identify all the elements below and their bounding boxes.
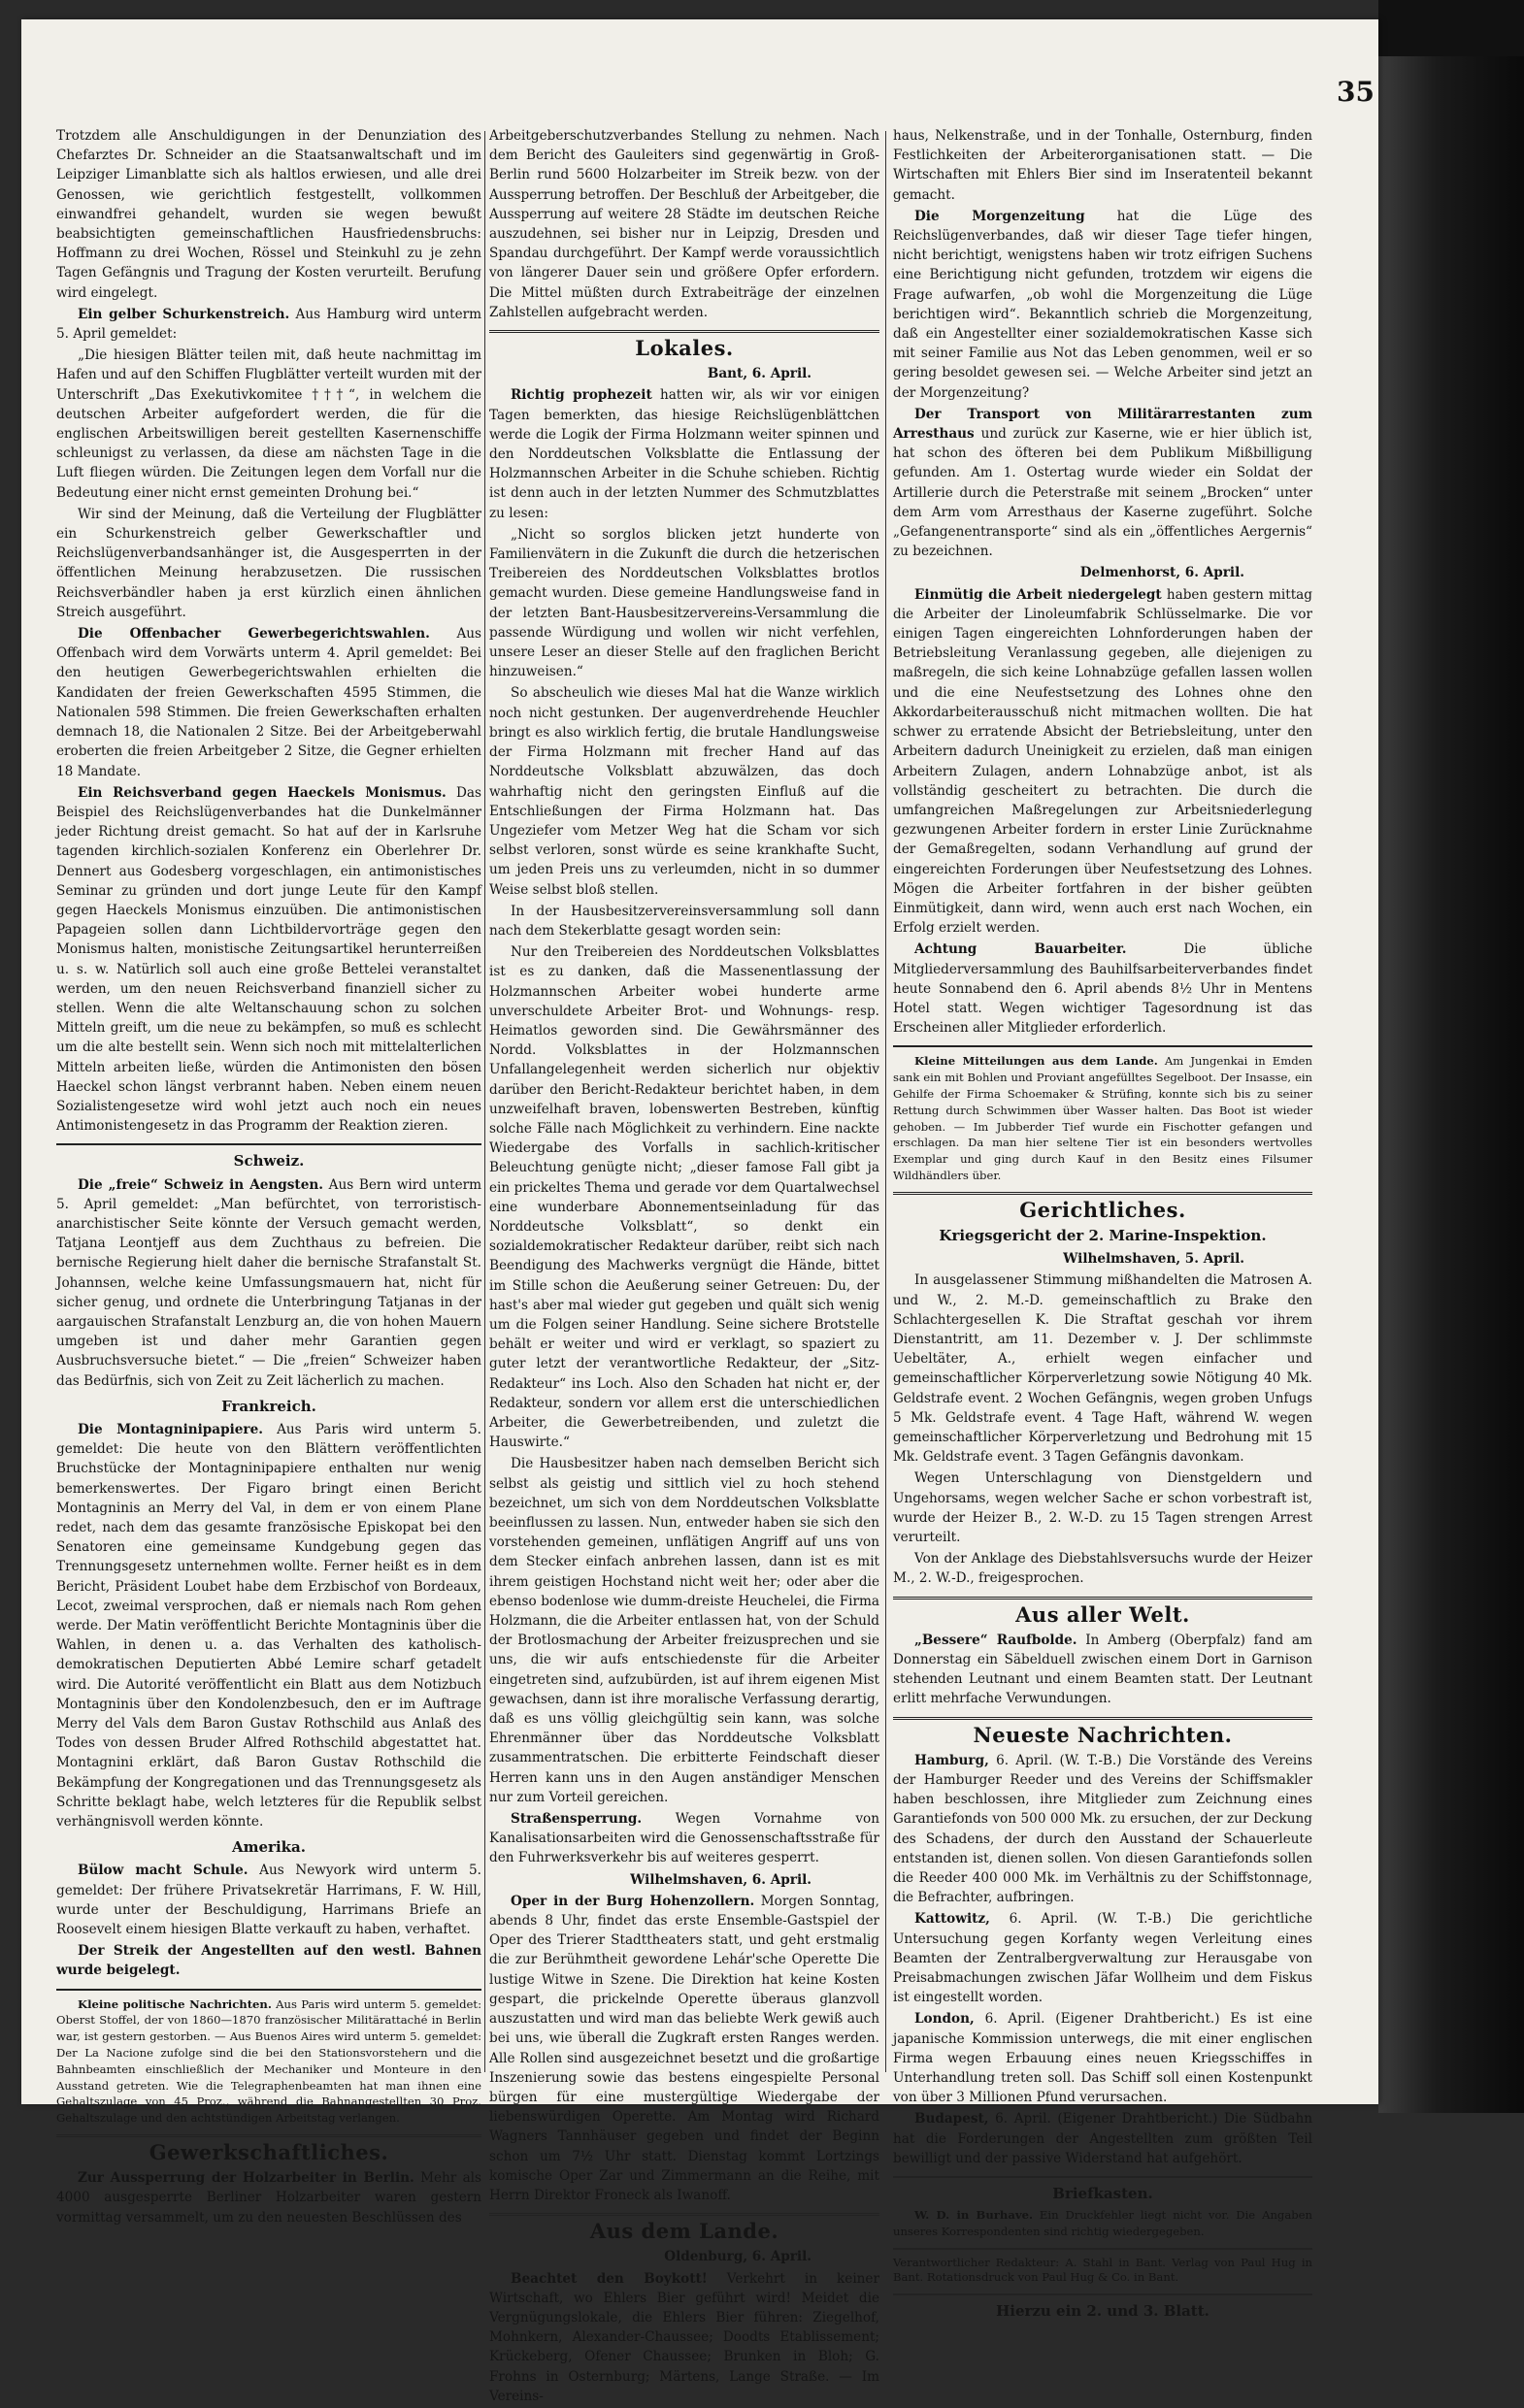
article-text: haus, Nelkenstraße, und in der Tonhalle, Osternburg, finden Festlichkeiten der Arbeiterorganisationen statt. — Die Wirtschaften mit Ehlers Bier sind im Inseratenteil bekannt gemacht. <box>893 128 1312 203</box>
article-heading: W. D. in Burhave. <box>914 2208 1033 2223</box>
article-heading: Budapest, <box>914 2111 989 2128</box>
article-text: Mehr als 4000 ausgesperrte Berliner Holzarbeiter waren gestern vormittag versammelt, um zu den neuesten Beschlüssen des <box>56 2170 481 2226</box>
article-text: Aus Paris wird unterm 5. gemeldet: Die heute von den Blättern veröffentlichten Bruchstücke der Montagninipapiere enthalten nur wenig bemerkenswertes. Der Figaro bringt einen Bericht Montagninis an Merry del Val, in dem er von einem Plane redet, nach dem das gesamte französische Episkopat bei den Senatoren eine gemeinsame Kundgebung gegen das Trennungsgesetz unternehmen wollte. Ferner heißt es in dem Bericht, Präsident Loubet habe dem Erzbischof von Bordeaux, Lecot, zweimal versprochen, daß er niemals nach Rom gehen werde. Der Matin veröffentlicht Berichte Montagninis über die Wahlen, in denen u. a. das Verhalten des katholisch-demokratischen Deputierten Abbé Lemire scharf getadelt wird. Die Autorité veröffentlicht ein Blatt aus dem Notizbuch Montagninis über den Kondolenzbesuch, den er im Auftrage Merry del Vals dem Baron Gustav Rothschild aus Anlaß des Todes von dessen Bruder Alfred Rothschild abgestattet hat. Montagnini erklärt, daß Baron Gustav Rothschild die Bekämpfung der Kongregationen und das Trennungsgesetz als Schritte beklagt habe, welch letzteres für die Republik selbst verhängnisvoll werden könnte. <box>56 1422 481 1831</box>
column-rule <box>484 131 485 2072</box>
divider <box>56 1143 481 1145</box>
article-text: Arbeitgeberschutzverbandes Stellung zu nehmen. Nach dem Bericht des Gauleiters sind gegenwärtig in Groß-Berlin rund 5600 Holzarbeiter im Streik bezw. von der Aussperrung betroffen. Der Beschluß der Arbeitgeber, die Aussperrung auf weitere 28 Städte im deutschen Reiche auszudehnen, sei bisher nur in Leipzig, Dresden und Spandau durchgeführt. Der Kampf werde voraussichtlich von längerer Dauer sein und größere Opfer erfordern. Die Mittel müßten durch Extrabeiträge der einzelnen Zahlstellen aufgebracht werden. <box>489 128 879 320</box>
article-text: Aus Hamburg wird unterm 5. April gemeldet: <box>56 306 482 343</box>
column-2 <box>489 126 879 2408</box>
section-heading-gerichtliches: Gerichtliches. <box>1019 1197 1186 1222</box>
article-heading: Die Montagninipapiere. <box>78 1422 263 1437</box>
article-text: Aus Paris wird unterm 5. gemeldet: Oberst Stoffel, der von 1860—1870 französischer Militärattaché in Berlin war, ist gestern gestorben. — Aus Buenos Aires wird unterm 5. gemeldet: Der La Nacione zufolge sind die bei den Stationsvorstehern und die Bahnbeamten einschließlich der Mechaniker und Monteure in den Ausstand getreten. Wie die Telegraphenbeamten hat man ihnen eine Gehaltszulage von 45 Proz., während die Bahnangestellten 30 Proz. Gehaltszulage und den achtstündigen Arbeitstag verlangen. <box>56 1996 481 2126</box>
dateline: Bant, 6. April. <box>707 366 812 382</box>
article-heading: Kleine Mitteilungen aus dem Lande. <box>914 1054 1158 1069</box>
supplement-note: Hierzu ein 2. und 3. Blatt. <box>996 2302 1209 2321</box>
article-heading: Kattowitz, <box>914 1911 990 1928</box>
article-text: 6. April. (Eigener Drahtbericht.) Es ist eine japanische Kommission unterwegs, die mit einer englischen Firma wegen Erbauung eines neuen Kriegsschiffes in Unterhandlung treten soll. Das Schiff soll einen Kostenpunkt von über 3 Millionen Pfund verursachen. <box>893 2011 1312 2106</box>
article-text: Ein Druckfehler liegt nicht vor. Die Angaben unseres Korrespondenten sind richtig wiedergegeben. <box>893 2208 1312 2239</box>
newspaper-page <box>21 19 1378 2404</box>
article-text: Das Beispiel des Reichslügenverbandes hat die Dunkelmänner jeder Richtung dreist gemacht. So hat auf der in Karlsruhe tagenden kirchlich-sozialen Konferenz ein Oberlehrer Dr. Dennert aus Godesberg vorgeschlagen, ein antimonistisches Seminar zu gründen und dort junge Leute für den Kampf gegen Haeckels Monismus einzuüben. Die antimonistischen Papageien sollen dann Lichtbildervorträge gegen den Monismus halten, monistische Zeitungsartikel herunterreißen u. s. w. Natürlich soll auch eine große Bettelei veranstaltet werden, um den neuen Reichsverband finanziell sicher zu stellen. Wenn die alte Weltanschauung schon zu solchen Mitteln greift, um die neue zu bekämpfen, so muß es schlecht um die alte bestellt sein. Wenn sich noch mit mittelalterlichen Mitteln arbeiten ließe, würden die Antimonisten den bösen Haeckel schon längst verbrannt haben. Neben einem neuen Sozialistengesetze wird wohl jetzt auch noch ein neues Antimonistengesetz in das Programm der Reaktion zieren. <box>56 784 482 1135</box>
divider <box>489 330 879 333</box>
article-text: haben gestern mittag die Arbeiter der Linoleumfabrik Schlüsselmarke. Die vor einigen Tagen eingereichten Lohnforderungen haben der Betriebsleitung Veranlassung gegeben, alle diejenigen zu maßregeln, die sich keine Lohnabzüge gefallen lassen wollen und die eine Neufestsetzung des Lohnes ohne den Akkordarbeiterausschuß nicht mitmachen wollten. Die hat schwer zu erratende Absicht der Betriebsleitung, unter den Arbeitern dadurch Uneinigkeit zu erzielen, daß man einigen Arbeitern Zulagen, andern Lohnabzüge anbot, ist als vollständig gescheitert zu betrachten. Die durch die umfangreichen Maßregelungen zur Arbeitsniederlegung gezwungenen Arbeiter fordern in erster Linie Zurücknahme der Gemaßregelten, sodann Verhandlung auf grund der eingereichten Forderungen über Neufestsetzung des Lohnes. Mögen die Arbeiter fortfahren in der bisher geübten Einmütigkeit, dann wird, wenn auch erst nach Wochen, ein Erfolg erzielt werden. <box>893 586 1312 937</box>
article-heading: Der Streik der Angestellten auf den westl. Bahnen wurde beigelegt. <box>56 1943 481 1979</box>
article-heading: Richtig prophezeit <box>511 387 652 404</box>
article-text: Am Jungenkai in Emden sank ein mit Bohlen und Proviant angefülltes Segelboot. Der Insasse, ein Gehilfe der Firma Schoemaker & Strüfing, konnte sich bis zu seiner Rettung durch Schwimmen über Wasser halten. Das Boot ist wieder gehoben. — Im Jubberder Tief wurde ein Fischotter gefangen und erschlagen. Da man hier seltene Tier ist ein besonders wertvolles Exemplar und ging durch Kauf in den Besitz eines Filsumer Wildhändlers über. <box>893 1054 1313 1182</box>
article-heading: Die Offenbacher Gewerbegerichtswahlen. <box>78 626 430 643</box>
article-heading: Der Transport von Militärarrestanten zum Arresthaus <box>893 406 1312 443</box>
article-text: Wir sind der Meinung, daß die Verteilung der Flugblätter ein Schurkenstreich gelber Gewerkschaftler und Reichslügenverbandsanhänger ist, die Ausgesperrten in der öffentlichen Meinung herabzusetzen. Die russischen Reichsverbändler haben ja erst kürzlich einen ähnlichen Streich ausgeführt. <box>56 506 481 620</box>
divider <box>56 1989 481 1991</box>
imprint: Verantwortlicher Redakteur: A. Stahl in Bant. Verlag von Paul Hug in Bant. Rotationsdruck von Paul Hug & Co. in Bant. <box>893 2255 1312 2285</box>
article-heading: Beachtet den Boykott! <box>511 2270 708 2287</box>
article-heading: Die „freie“ Schweiz in Aengsten. <box>78 1176 323 1193</box>
section-heading-gewerkschaftliches: Gewerkschaftliches. <box>149 2140 389 2165</box>
article-heading: Die Morgenzeitung <box>914 208 1085 224</box>
article-text: hatten wir, als wir vor einigen Tagen bemerkten, das hiesige Reichslügenblättchen werde die Logik der Firma Holzmann weiter spinnen und den Norddeutschen Volksblatte die Entlassung der Holzmannschen Arbeiter in die Schuhe schieben. Richtig ist denn auch in der letzten Nummer des Schmutzblattes zu lesen: <box>489 387 879 521</box>
subheading: Kriegsgericht der 2. Marine-Inspektion. <box>939 1226 1267 1244</box>
divider <box>893 1717 1312 1720</box>
article-text: Wegen Unterschlagung von Dienstgeldern und Ungehorsams, wegen welcher Sache er schon vorbestraft ist, wurde der Heizer B., 2. W.-D. zu 15 Tagen strengen Arrest verurteilt. <box>893 1470 1312 1545</box>
divider <box>893 1192 1312 1195</box>
section-heading-aus-dem-lande: Aus dem Lande. <box>589 2219 779 2244</box>
article-text: Aus Bern wird unterm 5. April gemeldet: „Man befürchtet, von terroristisch-anarchistischer Seite könnte der Versuch gemacht werden, Tatjana Leontjeff aus dem Zuchthaus zu befreien. Die bernische Regierung hielt daher die bernische Strafanstalt St. Johannsen, welche keine Umfassungsmauern hat, nicht für sicher genug, und ordnete die Unterbringung Tatjanas in der aargauischen Strafanstalt Lenzburg an, die von hohen Mauern umgeben ist und daher mehr Garantien gegen Ausbruchsversuche bietet.“ — Die „freien“ Schweizer haben das Bedürfnis, sich von Zeit zu Zeit lächerlich zu machen. <box>56 1176 482 1389</box>
column-rule <box>885 131 886 2072</box>
article-text: 6. April. (W. T.-B.) Die gerichtliche Untersuchung gegen Korfanty wegen Verleitung eines Beamten der Zentralbergverwaltung zur Herausgabe von Preisabmachungen zwischen Jäfar Wollheim und dem Fiskus ist eingestellt worden. <box>893 1911 1312 2006</box>
article-text: „Nicht so sorglos blicken jetzt hunderte von Familienvätern in die Zukunft die durch die hetzerischen Treibereien des Norddeutschen Volksblattes brotlos gemacht wurden. Diese gemeine Handlungsweise fand in der letzten Bant-Hausbesitzervereins-Versammlung die passende Würdigung und wollen wir nicht verfehlen, unsere Leser an dieser Stelle auf den fraglichen Bericht hinzuweisen.“ <box>489 526 879 680</box>
article-heading: Straßensperrung. <box>511 1811 643 1828</box>
article-text: In ausgelassener Stimmung mißhandelten die Matrosen A. und W., 2. M.-D. gemeinschaftlich zu Brake den Schlachtergesellen K. Die Straftat geschah vor ihrem Dienstantritt, am 11. Dezember v. J. Der schlimmste Uebeltäter, A., erhielt wegen einfacher und gemeinschaftlicher Körperverletzung sowie Nötigung 40 Mk. Geldstrafe event. 2 Wochen Gefängnis, wegen groben Unfugs 5 Mk. Geldstrafe event. 4 Tage Haft, während W. wegen gemeinschaftlicher Körperverletzung und Bedrohung mit 15 Mk. Geldstrafe event. 3 Tagen Gefängnis davonkam. <box>893 1272 1312 1466</box>
divider <box>893 1045 1312 1047</box>
article-text: Aus Offenbach wird dem Vorwärts unterm 4. April gemeldet: Bei den heutigen Gewerbegerichtswahlen erhielten die Kandidaten der freien Gewerkschaften 4595 Stimmen, die Nationalen 598 Stimmen. Die freien Gewerkschaften erhalten demnach 18, die Nationalen 2 Sitze. Bei der Arbeitgeberwahl eroberten die freien Arbeitgeber 2 Sitze, die Gegner erhielten 18 Mandate. <box>56 626 481 779</box>
divider <box>893 2293 1312 2295</box>
dateline: Wilhelmshaven, 6. April. <box>630 1871 812 1888</box>
article-heading: London, <box>914 2011 975 2028</box>
article-heading: Ein gelber Schurkenstreich. <box>78 306 290 322</box>
section-heading-briefkasten: Briefkasten. <box>1052 2185 1153 2203</box>
column-1 <box>56 126 481 2229</box>
article-text: hat die Lüge des Reichslügenverbandes, daß wir dieser Tage tiefer hingen, nicht berichtigt, wenigstens haben wir trotz eifrigen Suchens eine Berichtigung nicht gefunden, trotzdem wir eigens die Frage aufwarfen, „ob wohl die Morgenzeitung die Lüge berichtigen wird“. Bekanntlich schrieb die Morgenzeitung, daß ein Angestellter einer sozialdemokratischen Kasse sich mit seiner Familie aus Not das Leben genommen, weil er so gering besoldet gewesen sei. — Welche Arbeiter sind jetzt an der Morgenzeitung? <box>893 208 1312 401</box>
article-text: Trotzdem alle Anschuldigungen in der Denunziation des Chefarztes Dr. Schneider an die Staatsanwaltschaft und im Leipziger Limanblatte sich als haltlos erwiesen, und alle drei Genossen, wie gerichtlich festgestellt, vollkommen einwandfrei gehandelt, wurden sie wegen bewußt beabsichtigten gemeinschaftlichen Hausfriedensbruchs: Hoffmann zu drei Wochen, Rössel und Steinkuhl zu je zehn Tagen Gefängnis und Tragung der Kosten verurteilt. Berufung wird eingelegt. <box>56 128 481 301</box>
article-text: Morgen Sonntag, abends 8 Uhr, findet das erste Ensemble-Gastspiel der Oper des Trierer Stadttheaters statt, und geht erstmalig die zur Berühmtheit gewordene Lehár'sche Operette Die lustige Witwe in Szene. Die Direktion hat keine Kosten gespart, die prickelnde Operette überaus glanzvoll auszustatten und wird man das beliebte Werk gewiß auch bei uns, wie überall die Zugkraft ersten Ranges werden. Alle Rollen sind ausgezeichnet besetzt und die großartige Inszenierung sowie das bestens eingespielte Personal bürgen für eine mustergültige Wiedergabe der liebenswürdigen Operette. Am Montag wird Richard Wagners Tannhäuser gegeben und findet der Beginn schon um 7½ Uhr statt. Dienstag kommt Lortzings komische Oper Zar und Zimmermann an die Reihe, mit Herrn Direktor Froneck als Iwanoff. <box>489 1893 879 2203</box>
article-heading: Oper in der Burg Hohenzollern. <box>511 1893 755 1909</box>
article-heading: Ein Reichsverband gegen Haeckels Monismus. <box>78 784 447 801</box>
section-heading-frankreich: Frankreich. <box>221 1397 316 1415</box>
article-heading: Hamburg, <box>914 1752 989 1768</box>
page-number: 35 <box>1337 76 1375 108</box>
divider <box>893 2176 1312 2178</box>
book-binding <box>1378 56 1524 2113</box>
article-text: Die übliche Mitgliederversammlung des Bauhilfsarbeiterverbandes findet heute Sonnabend den 6. April abends 8½ Uhr in Mentens Hotel statt. Wegen wichtiger Tagesordnung ist das Erscheinen aller Mitglieder erforderlich. <box>893 941 1312 1037</box>
column-3 <box>893 126 1312 2321</box>
article-heading: Zur Aussperrung der Holzarbeiter in Berlin. <box>78 2170 414 2187</box>
article-text: „Die hiesigen Blätter teilen mit, daß heute nachmittag im Hafen und auf den Schiffen Flugblätter verteilt wurden mit der Unterschrift „Das Exekutivkomitee †††“, in welchem die deutschen Arbeiter aufgefordert werden, die für die englischen Arbeitswilligen bereit gestellten Kasernenschiffe schleunigst zu verlassen, da diese am nächsten Tage in die Luft fliegen würden. Die Zeitungen legen dem Vorfall nur die Bedeutung einer nicht ernst gemeinten Drohung bei.“ <box>56 347 481 501</box>
article-heading: Bülow macht Schule. <box>78 1863 248 1879</box>
binding-top <box>1378 0 1524 56</box>
divider <box>489 2213 879 2216</box>
article-text: Nur den Treibereien des Norddeutschen Volksblattes ist es zu danken, daß die Massenentlassung der Holzmannschen Arbeiter wobei hunderte arme unverschuldete Arbeiter Brot- und Wohnungs- resp. Heimatlos geworden sind. Die Gewährsmänner des Nordd. Volksblattes in der Holzmannschen Unfallangelegenheit werden sicherlich nur objektiv darüber den Bericht-Redakteur berichtet haben, in dem unzweifelhaft braven, lobenswerten Bestreben, künftig solche Fälle nach Möglichkeit zu verhindern. Eine nackte Wiedergabe des Vorfalls in sachlich-kritischer Beleuchtung genügte nicht; „dieser famose Fall gibt ja ein prickeltes Thema und gerade vor dem Quartalwechsel eine wunderbare Abonnementseinladung für das Norddeutsche Volksblatt“, so denkt ein sozialdemokratischer Redakteur darüber, reibt sich nach Beendigung des Machwerks vergnügt die Hände, bittet im Stille schon die Aeußerung seiner Getreuen: Du, der hast's aber mal wieder gut gegeben und quält sich wenig um die Folgen seiner Handlung. Seine sichere Brotstelle behält er weiter und wird er verklagt, so spaziert zu guter letzt der verantwortliche Redakteur, der „Sitz-Redakteur“ ins Loch. Also den Schaden hat nicht er, der Redakteur, sondern vor allem erst die unterschiedlichen Arbeiter, die Gewerbetreibenden, und zuletzt die Hauswirte.“ <box>489 944 879 1451</box>
dateline: Wilhelmshaven, 5. April. <box>1063 1251 1244 1268</box>
article-text: Von der Anklage des Diebstahlsversuchs wurde der Heizer M., 2. W.-D., freigesprochen. <box>893 1551 1312 1587</box>
article-text: und zurück zur Kaserne, wie er hier üblich ist, hat schon des öfteren bei dem Publikum Mißbilligung gefunden. Am 1. Ostertag wurde wieder ein Soldat der Artillerie durch die Peterstraße mit seinem „Brocken“ unter dem Arm vom Arresthaus der Kaserne zugeführt. Solche „Gefangenentransporte“ sind als ein „öffentliches Aergernis“ zu bezeichnen. <box>893 426 1312 560</box>
article-heading: Achtung Bauarbeiter. <box>914 941 1127 958</box>
section-heading-neueste-nachrichten: Neueste Nachrichten. <box>973 1722 1233 1747</box>
article-text: 6. April. (Eigener Drahtbericht.) Die Südbahn hat die Forderungen der Angestellten zum größten Teil bewilligt und der passive Widerstand hat aufgehört. <box>893 2111 1312 2166</box>
article-text: Aus Newyork wird unterm 5. gemeldet: Der frühere Privatsekretär Harrimans, F. W. Hill, wurde unter der Beschuldigung, Harrimans Briefe an Roosevelt einem hiesigen Blatte verkauft zu haben, verhaftet. <box>56 1863 481 1938</box>
section-heading-schweiz: Schweiz. <box>233 1152 305 1171</box>
article-text: In Amberg (Oberpfalz) fand am Donnerstag ein Säbelduell zwischen einem Dort in Garnison stehenden Leutnant und einem Beamten statt. Der Leutnant erlitt mehrfache Verwundungen. <box>893 1632 1312 1707</box>
section-heading-lokales: Lokales. <box>635 336 734 361</box>
divider <box>56 2134 481 2137</box>
article-text: Die Hausbesitzer haben nach demselben Bericht sich selbst als geistig und sittlich viel zu hoch stehend bezeichnet, um sich von dem Norddeutschen Volksblatte beeinflussen zu lassen. Nun, entweder haben sie sich den vorstehenden gemeinen, unflätigen Angriff auf uns von dem Stecker einfach anbrehen lassen, dann ist es mit ihrem geistigen Hochstand nicht weit her; oder aber die ebenso bodenlose wie dumm-dreiste Heuchelei, die Firma Holzmann, die die Arbeiter entlassen hat, von der Schuld der Brotlosmachung der Arbeiter freizusprechen und sie uns, die wir aufs entschiedenste für die Arbeiter eingetreten sind, aufzubürden, ist auf ihrem eigenen Mist gewachsen, dann ist ihre moralische Verfassung derartig, daß es uns völlig gleichgültig sein kann, was solche Ehrenmänner über das Norddeutsche Volksblatt zusammentratschen. Die erbitterte Feindschaft dieser Herren kann uns in den Augen anständiger Menschen nur zum Vorteil gereichen. <box>489 1456 879 1805</box>
section-heading-aus-aller-welt: Aus aller Welt. <box>1015 1601 1190 1627</box>
article-text: In der Hausbesitzervereinsversammlung soll dann nach dem Stekerblatte gesagt worden sein: <box>489 903 879 939</box>
article-text: Verkehrt in keiner Wirtschaft, wo Ehlers Bier geführt wird! Meidet die Vergnügungslokale, die Ehlers Bier führen: Ziegelhof, Mohnkern, Alexander-Chaussee; Doodts Etablissement; Krückeberg, Ofener Chaussee; Brunken in Bloh; G. Frohns in Osternburg; Märtens, Lange Straße. — Im Vereins- <box>489 2270 879 2404</box>
divider <box>893 2248 1312 2250</box>
article-text: So abscheulich wie dieses Mal hat die Wanze wirklich noch nicht gestunken. Der augenverdrehende Heuchler bringt es also wirklich fertig, die brutale Handlungsweise der Firma Holzmann mit frecher Hand auf das Norddeutsche Volksblatt abzuwälzen, das doch wahrhaftig nicht den geringsten Einfluß auf die Entschließungen der Firma Holzmann hat. Das Ungeziefer vom Metzer Weg hat die Scham vor sich selbst verloren, sonst würde es seine krankhafte Sucht, um jeden Preis uns zu verleumden, nicht in so dummer Weise selbst bloß stellen. <box>489 685 879 898</box>
article-text: Wegen Vornahme von Kanalisationsarbeiten wird die Genossenschaftsstraße für den Fuhrwerksverkehr bis auf weiteres gesperrt. <box>489 1811 879 1866</box>
article-heading: Einmütig die Arbeit niedergelegt <box>914 586 1162 603</box>
article-heading: Kleine politische Nachrichten. <box>78 1996 272 2011</box>
article-heading: „Bessere“ Raufbolde. <box>914 1632 1077 1648</box>
dateline: Delmenhorst, 6. April. <box>1079 565 1244 581</box>
section-heading-amerika: Amerika. <box>232 1838 306 1857</box>
divider <box>893 1597 1312 1600</box>
article-text: 6. April. (W. T.-B.) Die Vorstände des Vereins der Hamburger Reeder und des Vereins der Schiffsmakler haben beschlossen, ihre Mitglieder zum Zeichnung eines Garantiefonds von 500 000 Mk. zu ersuchen, der zur Deckung des Schadens, der durch den Ausstand der Schauerleute entstanden ist, dienen sollen. Von diesen Garantiefonds sollen die Reeder 400 000 Mk. im Verhältnis zu der Schiffstonnage, die Befrachter, aufbringen. <box>893 1752 1312 1906</box>
dateline: Oldenburg, 6. April. <box>664 2249 812 2265</box>
